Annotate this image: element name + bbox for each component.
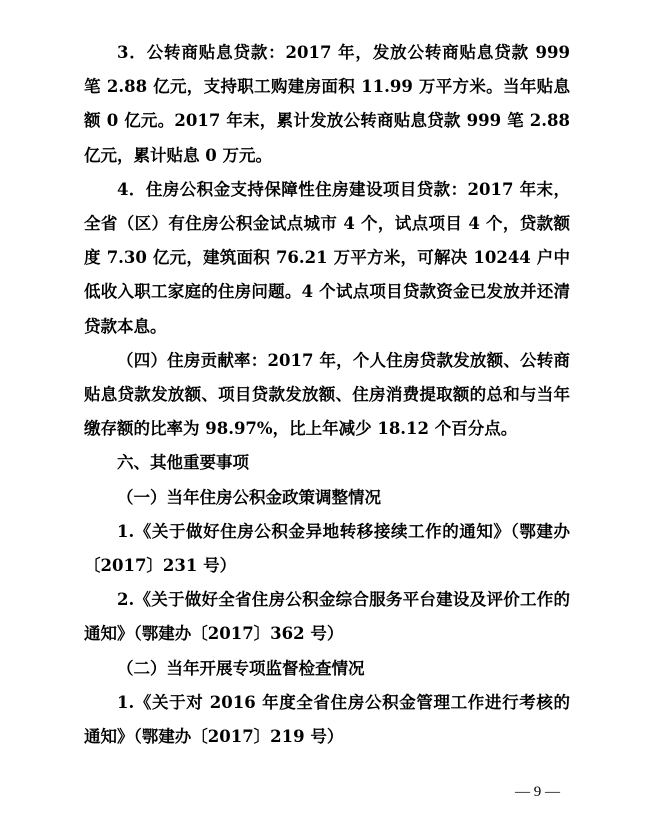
paragraph-affordable-housing-loans: 4．住房公积金支持保障性住房建设项目贷款：2017 年末，全省（区）有住房公积金试点城市 4 个，试点项目 4 个，贷款额度 7.30 亿元，建筑面积 76.21 万平方米，可解决 10244 户中低收入职工家庭的住房问题。4 个试点项目贷款资金已发放并还清贷款本息。 [84, 179, 570, 336]
subheading-supervision-inspections: （二）当年开展专项监督检查情况 [117, 658, 365, 678]
subheading-policy-adjustments: （一）当年住房公积金政策调整情况 [117, 487, 381, 507]
list-item-policy-2: 2.《关于做好全省住房公积金综合服务平台建设及评价工作的通知》（鄂建办〔2017〕362 号） [84, 590, 570, 644]
list-item-policy-1: 1.《关于做好住房公积金异地转移接续工作的通知》（鄂建办〔2017〕231 号） [84, 521, 570, 576]
document-body [84, 36, 570, 754]
section-heading-other-matters: 六、其他重要事项 [117, 453, 249, 473]
page-number: — 9 — [515, 784, 560, 800]
paragraph-housing-contribution-rate: （四）住房贡献率：2017 年，个人住房贷款发放额、公转商贴息贷款发放额、项目贷款发放额、住房消费提取额的总和与当年缴存额的比率为 98.97%，比上年减少 18.12 个百分点。 [84, 350, 570, 439]
paragraph-interest-subsidy-loans: 3．公转商贴息贷款：2017 年，发放公转商贴息贷款 999 笔 2.88 亿元，支持职工购建房面积 11.99 万平方米。当年贴息额 0 亿元。2017 年末，累计发放公转商贴息贷款 999 笔 2.88 亿元，累计贴息 0 万元。 [84, 43, 570, 165]
list-item-inspection-1: 1.《关于对 2016 年度全省住房公积金管理工作进行考核的通知》（鄂建办〔2017〕219 号） [84, 692, 570, 747]
